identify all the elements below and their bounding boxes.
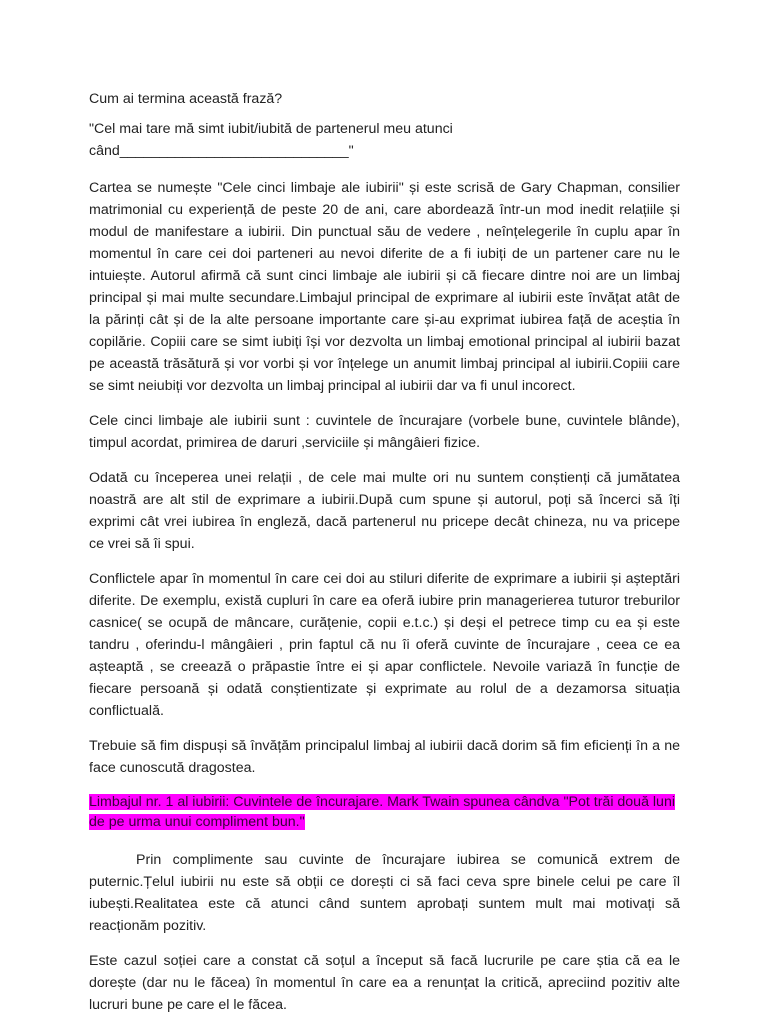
quote-fill-blank <box>89 118 680 162</box>
paragraph-conflicts: Conflictele apar în momentul în care cei doi au stiluri diferite de exprimare a iubirii și așteptări diferite. De exemplu, există cupluri în care ea oferă iubire prin managerierea tuturor treburilor casnice( se ocupă de mâncare, curățenie, copii e.t.c.) și deși el petrece timp cu ea și este tandru , oferindu-l mângâieri , prin faptul că nu îi oferă cuvinte de încurajare , ceea ce ea așteaptă , se creează o prăpastie între ei și apar conflictele. Nevoile variază în funcție de fiecare persoană și odată conștientizate și exprimate au rolul de a dezamorsa situația conflictuală. <box>89 571 680 719</box>
highlighted-text: Limbajul nr. 1 al iubirii: Cuvintele de încurajare. Mark Twain spunea cândva "Pot trăi două luni de pe urma unui compliment bun." <box>89 794 675 830</box>
quote-line-1: "Cel mai tare mă simt iubit/iubită de partenerul meu atunci <box>89 121 453 137</box>
paragraph-five-languages: Cele cinci limbaje ale iubirii sunt : cuvintele de încurajare (vorbele bune, cuvintele blânde), timpul acordat, primirea de daruri ,serviciile și mângâieri fizice. <box>89 413 680 451</box>
paragraph-willingness: Trebuie să fim dispuși să învățăm principalul limbaj al iubirii dacă dorim să fim eficienți în a ne face cunoscută dragostea. <box>89 738 680 776</box>
paragraph-wife-example: Este cazul soției care a constat că soțul a început să facă lucrurile pe care știa că ea le dorește (dar nu le făcea) în momentul în care ea a renunțat la critică, apreciind pozitiv alte lucruri bune pe care el le făcea. <box>89 953 680 1013</box>
paragraph-compliments: Prin complimente sau cuvinte de încurajare iubirea se comunică extrem de puternic.Țelul iubirii nu este să obții ce dorești ci să faci ceva spre binele celui pe care îl iubești.Realitatea este că atunci când suntem aprobați suntem mult mai motivați să reacționăm pozitiv. <box>89 852 680 934</box>
quote-line-2: când_____________________________" <box>89 143 354 159</box>
paragraph-book-intro: Cartea se numește "Cele cinci limbaje ale iubirii" și este scrisă de Gary Chapman, consilier matrimonial cu experiență de peste 20 de ani, care abordează într-un mod inedit relațiile și modul de manifestare a iubirii. Din punctual său de vedere , neînțelegerile în cuplu apar în momentul în care cei doi parteneri au nevoi diferite de a fi iubiți de un partener care nu le intuiește. Autorul afirmă că sunt cinci limbaje ale iubirii și că fiecare dintre noi are un limbaj principal și mai multe secundare.Limbajul principal de exprimare al iubirii este învățat atât de la părinți cât și de la alte persoane importante care și-au exprimat iubirea față de aceștia în copilărie. Copiii care se simt iubiți își vor dezvolta un limbaj emotional principal al iubirii bazat pe această trăsătură și vor vorbi și vor înțelege un anumit limbaj principal al iubirii.Copiii care se simt neiubiți vor dezvolta un limbaj principal al iubirii dar va fi unul incorect. <box>89 180 680 394</box>
paragraph-relationship-start: Odată cu începerea unei relații , de cele mai multe ori nu suntem conștienți că jumătatea noastră are alt stil de exprimare a iubirii.După cum spune și autorul, poți să încerci să îți exprimi cât vrei iubirea în engleză, dacă partenerul nu pricepe decât chineza, nu va pricepe ce vrei să îi spui. <box>89 470 680 552</box>
highlighted-heading-paragraph <box>89 792 680 832</box>
intro-question: Cum ai termina această frază? <box>89 91 283 107</box>
